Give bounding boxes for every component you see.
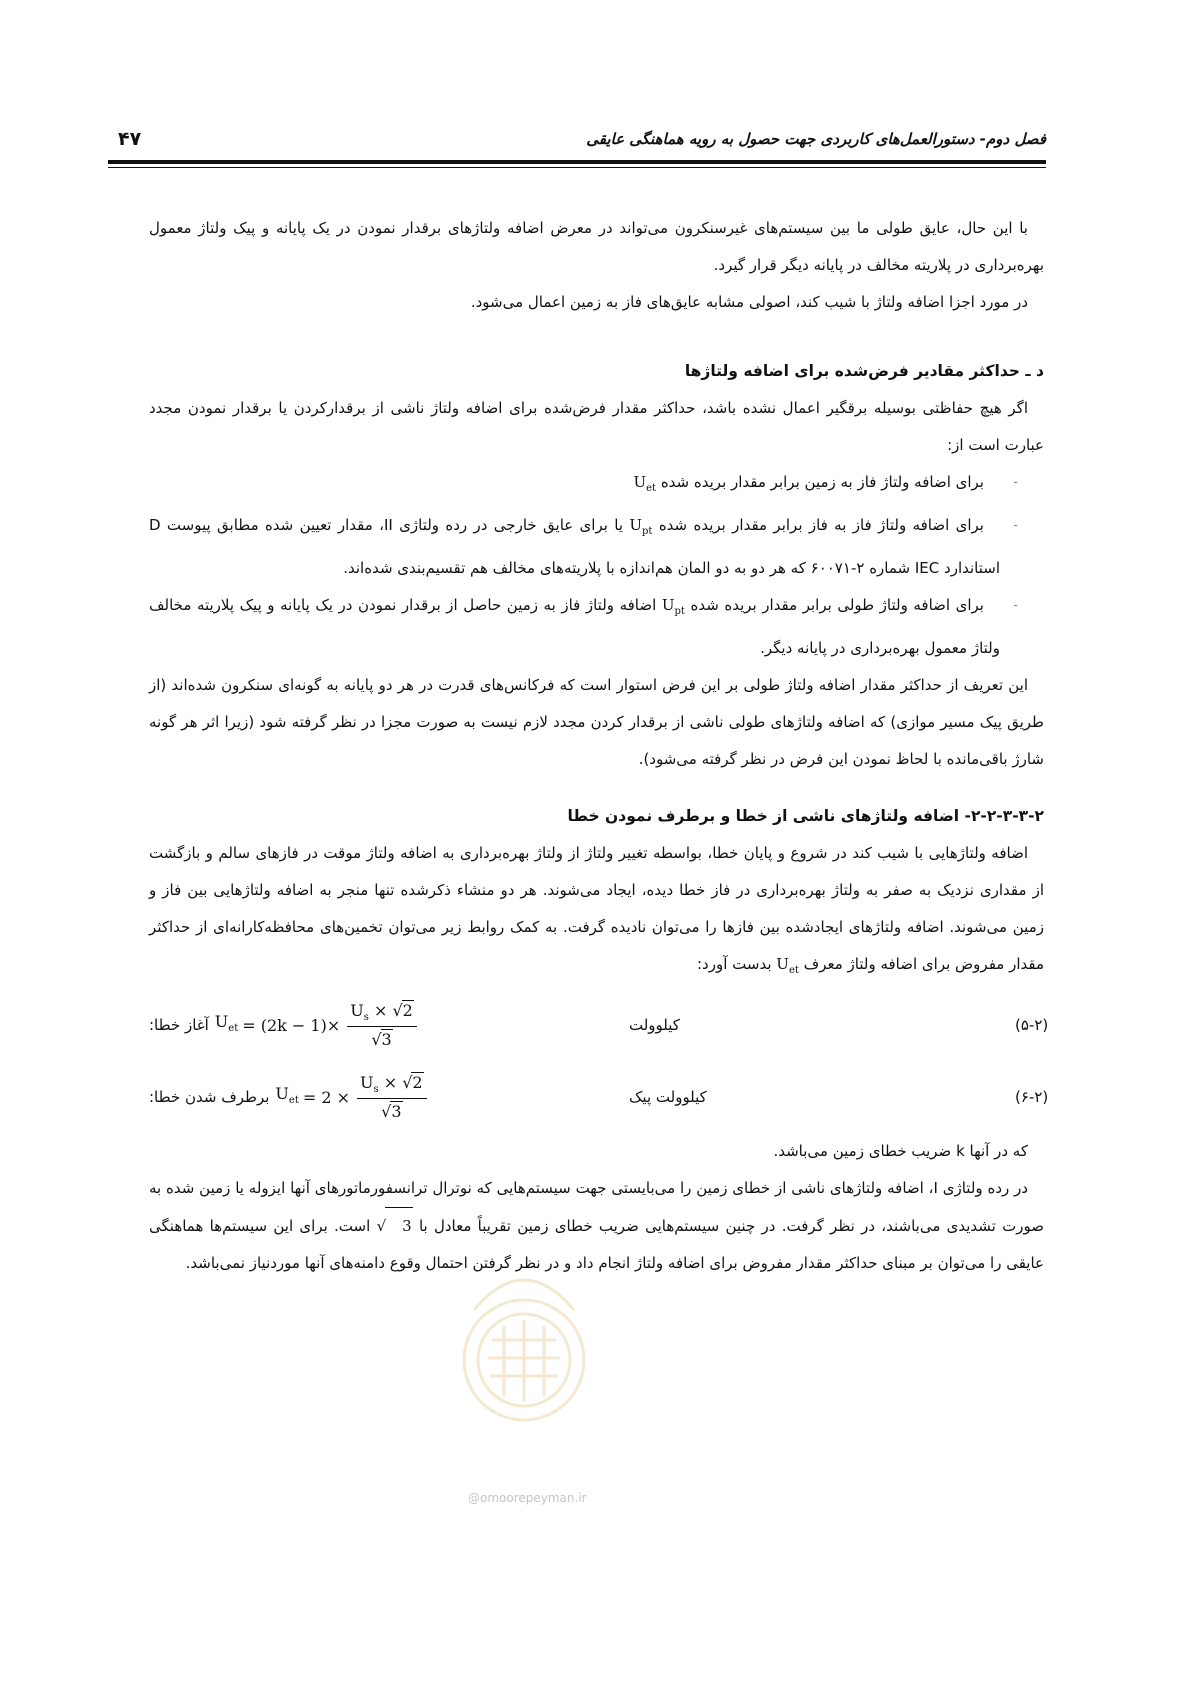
equation-6-lhs: $U_{et}$ xyxy=(275,1083,299,1107)
running-header xyxy=(108,128,1046,158)
equation-6-unit: کیلوولت پیک xyxy=(629,1088,707,1106)
root-3-symbol: √ 3 xyxy=(377,1217,413,1235)
symbol-u-et: $U_{et}$ xyxy=(633,473,657,494)
header-rule-thin xyxy=(108,167,1046,168)
equation-6-fraction: $\frac{U_s \times √2}{√3}$ xyxy=(357,1072,427,1123)
section-d-intro: اگر هیچ حفاظتی بوسیله برقگیر اعمال نشده باشد، حداکثر مقدار فرض‌شده برای اضافه ولتاژ ناشی از برقدارکردن یا برقدار نمودن مجدد عبارت است از: xyxy=(149,399,1044,454)
equation-6-factor: = 2 × xyxy=(302,1087,351,1107)
fault-section-paragraph: اضافه ولتاژهایی با شیب کند در شروع و پایان خطا، بواسطه تغییر ولتاژ از ولتاژ بهره‌برداری به اضافه ولتاژ موقت در فازهای سالم و بازگشت از مقداری نزدیک به صفر به ولتاژ بهره‌برداری در فاز خطا دیده، ایجاد می‌شوند. هر دو منشاء ذکرشده تنها منجر به اضافه ولتاژهایی بین فاز و زمین می‌شوند. اضافه ولتاژهای ایجادشده بین فازها را می‌توان نادیده گرفت. به کمک روابط زیر می‌توان تخمین‌های محافظه‌کارانه‌ای از حداکثر مقدار مفروض برای اضافه ولتاژ معرف $U_{et}$ بدست آورد: xyxy=(149,844,1044,976)
bullet-2-pre: برای اضافه ولتاژ فاز به فاز برابر مقدار بریده شده xyxy=(658,516,984,534)
website-watermark: @omoorepeyman.ir xyxy=(468,1491,587,1505)
fault-section-heading: ۲-۲-۳-۳-۲- اضافه ولتاژهای ناشی از خطا و برطرف نمودن خطا xyxy=(567,807,1044,825)
bullet-item-3 xyxy=(149,587,1044,667)
equation-6-formula xyxy=(149,1061,430,1133)
voltage-class-1-paragraph: در رده ولتاژی I، اضافه ولتاژهای ناشی از خطای زمین را می‌بایستی جهت سیستم‌هایی که نوترال ترانسفورماتورهای آنها ایزوله یا زمین شده به صورت تشدیدی می‌باشند، در نظر گرفت. در چنین سیستم‌هایی ضریب خطای زمین تقریباً معادل با √ 3 است. برای این سیستم‌ها هماهنگی عایقی را می‌توان بر مبنای حداکثر مقدار مفروض برای اضافه ولتاژ انجام داد و در نظر گرفتن احتمال وقوع دامنه‌های آنها موردنیاز نمی‌باشد. xyxy=(149,1179,1044,1272)
bullet-2-post: یا برای عایق خارجی در رده ولتاژی II، مقدار تعیین شده مطابق پیوست D استاندارد IEC شماره ۲-۶۰۰۷۱ که هر دو به دو المان هم‌اندازه با پلاریته‌های مخالف هم تقسیم‌بندی شده‌اند. xyxy=(149,516,1000,577)
bullet-dash: - xyxy=(1013,598,1018,613)
intro-paragraph-2: در مورد اجزا اضافه ولتاژ با شیب کند، اصولی مشابه عایق‌های فاز به زمین اعمال می‌شود. xyxy=(470,293,1028,311)
equation-5-formula xyxy=(149,989,420,1061)
equation-5-factor: = (2k − 1)× xyxy=(242,1015,341,1035)
bullet-3-pre: برای اضافه ولتاژ طولی برابر مقدار بریده شده xyxy=(690,596,984,614)
equation-5-2 xyxy=(149,989,1049,1061)
bullet-1-text: برای اضافه ولتاژ فاز به زمین برابر مقدار بریده شده xyxy=(660,473,984,491)
bullet-dash: - xyxy=(1013,518,1018,533)
header-rule-thick xyxy=(108,160,1046,164)
bullet-dash: - xyxy=(1013,475,1018,490)
equation-6-2 xyxy=(149,1061,1049,1133)
symbol-u-pt: $U_{pt}$ xyxy=(661,596,685,617)
equation-6-number: (۶-۲) xyxy=(1015,1088,1049,1106)
equation-5-unit: کیلوولت xyxy=(629,1016,680,1034)
equation-5-lhs: $U_{et}$ xyxy=(214,1011,239,1035)
section-d-closing: این تعریف از حداکثر مقدار اضافه ولتاژ طولی بر این فرض استوار است که فرکانس‌های قدرت در هر دو پایانه به گونه‌ای سنکرون شده‌اند (از طریق پیک مسیر موازی) که اضافه ولتاژهای طولی ناشی از برقدار کردن مجدد لازم نیست به صورت مجزا در نظر گرفته شود (زیرا اثر هر گونه شارژ باقی‌مانده با لحاظ نمودن این فرض در نظر گرفته می‌شود). xyxy=(149,676,1044,768)
section-d-heading: د ـ حداکثر مقادیر فرض‌شده برای اضافه ولتاژها xyxy=(684,362,1044,380)
bullet-3-post: اضافه ولتاژ فاز به زمین حاصل از برقدار نمودن در یک پایانه و پیک پلاریته مخالف ولتاژ معمول بهره‌برداری در پایانه دیگر. xyxy=(149,596,1000,657)
equation-5-label: آغاز خطا: xyxy=(149,1015,209,1034)
bullet-item-2 xyxy=(149,507,1044,587)
equation-5-fraction: $\frac{U_s \times √2}{√3}$ xyxy=(347,1000,417,1051)
page-body xyxy=(149,210,1049,1282)
chapter-title: فصل دوم- دستورالعمل‌های کاربردی جهت حصول به رویه هماهنگی عایقی xyxy=(586,130,1046,148)
k-definition: که در آنها k ضریب خطای زمین می‌باشد. xyxy=(773,1142,1028,1160)
equation-5-number: (۵-۲) xyxy=(1015,1016,1049,1034)
symbol-u-et: $U_{et}$ xyxy=(776,955,799,976)
intro-paragraph-1: با این حال، عایق طولی ما بین سیستم‌های غیرسنکرون می‌تواند در معرض اضافه ولتاژهای برقدار نمودن در یک پایانه و پیک ولتاژ معمول بهره‌برداری در پلاریته مخالف در پایانه دیگر قرار گیرد. xyxy=(149,219,1044,274)
page-number: ۴۷ xyxy=(118,128,142,150)
symbol-u-pt: $U_{pt}$ xyxy=(629,516,653,537)
equation-6-label: برطرف شدن خطا: xyxy=(149,1087,270,1106)
bullet-item-1 xyxy=(149,464,1044,507)
